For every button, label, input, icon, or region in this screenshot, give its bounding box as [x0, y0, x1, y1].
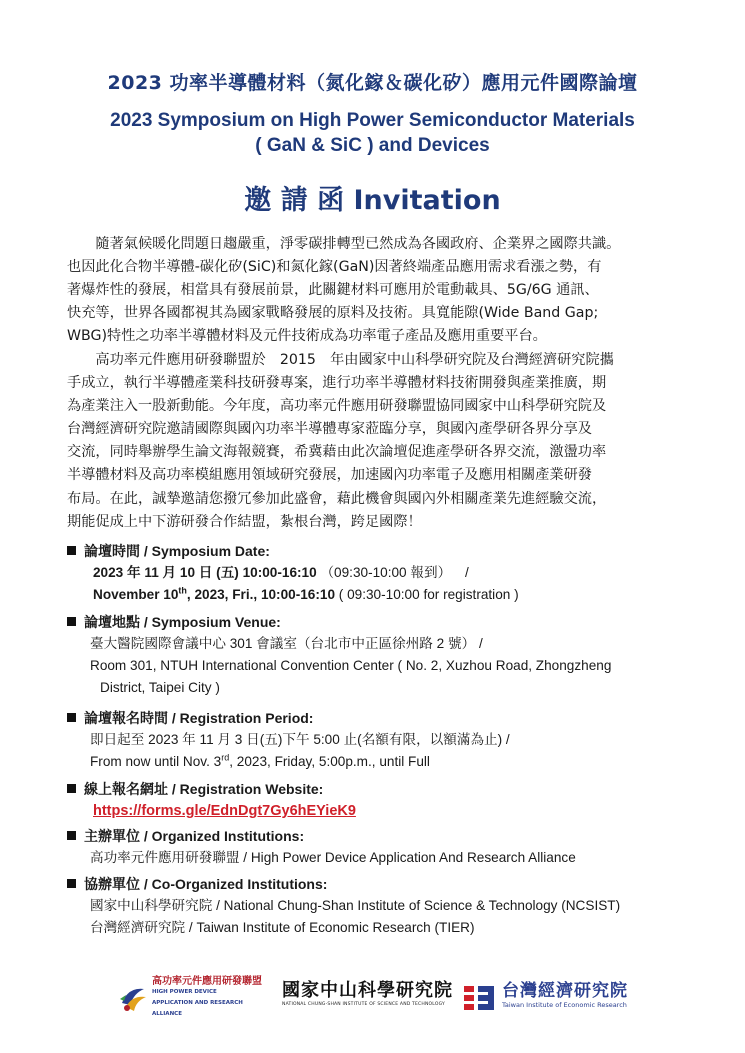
title-chinese: 2023 功率半導體材料（氮化鎵＆碳化矽）應用元件國際論壇: [107, 72, 638, 94]
tier-logo-text: 台灣經濟研究院: [502, 981, 628, 1001]
paragraph-line: 著爆炸性的發展，相當具有發展前景，此關鍵材料可應用於電動載具、5G/6G 通訊、: [67, 282, 599, 299]
section-heading: 線上報名網址 / Registration Website:: [84, 781, 324, 797]
section-heading: 主辦單位 / Organized Institutions:: [84, 828, 305, 844]
paragraph-line: 手成立，執行半導體產業科技研發專案，進行功率半導體材料技術開發與產業推廣，期: [67, 375, 607, 392]
venue-en-line1: Room 301, NTUH International Convention Center ( No. 2, Xuzhou Road, Zhongzheng: [90, 658, 612, 673]
alliance-emblem-icon: [118, 983, 148, 1013]
section-registration-period: [67, 707, 687, 773]
venue-en-line2: District, Taipei City ): [100, 680, 220, 695]
tier-emblem-icon: [462, 983, 496, 1013]
invitation-heading: 邀 請 函 Invitation: [244, 185, 501, 216]
bullet-square-icon: [67, 713, 76, 722]
co-organizer-line1: 國家中山科學研究院 / National Chung-Shan Institute of Science & Technology (NCSIST): [90, 898, 621, 913]
tier-logo: 台灣經濟研究院 Taiwan Institute of Economic Research: [462, 983, 628, 1013]
section-heading: 論壇地點 / Symposium Venue:: [84, 614, 281, 630]
bullet-square-icon: [67, 546, 76, 555]
co-organizer-line2: 台灣經濟研究院 / Taiwan Institute of Economic Research (TIER): [90, 920, 475, 935]
alliance-logo-text: 高功率元件應用研發聯盟: [152, 976, 262, 987]
date-zh-note: （09:30-10:00 報到）: [320, 565, 452, 580]
paragraph-line: 高功率元件應用研發聯盟於 2015 年由國家中山科學研究院及台灣經濟研究院攜: [67, 352, 614, 368]
date-en-a: November 10: [93, 587, 179, 602]
section-organizer: [67, 825, 687, 869]
title-english: [0, 108, 745, 158]
date-en-note: ( 09:30-10:00 for registration ): [338, 587, 519, 602]
slash: /: [464, 565, 469, 580]
date-zh: 2023 年 11 月 10 日 (五) 10:00-16:10: [93, 565, 317, 580]
section-registration-website: [67, 778, 687, 822]
paragraph-line: 台灣經濟研究院邀請國際與國內功率半導體專家蒞臨分享，與國內產學研各界分享及: [67, 421, 592, 438]
title-english-line2: ( GaN & SiC ) and Devices: [255, 135, 490, 156]
ncsist-logo: 國家中山科學研究院 NATIONAL CHUNG-SHAN INSTITUTE OF SCIENCE AND TECHNOLOGY: [282, 984, 460, 1012]
paragraph-line: 為產業注入一股新動能。今年度，高功率元件應用研發聯盟協同國家中山科學研究院及: [67, 398, 607, 415]
bullet-square-icon: [67, 617, 76, 626]
ncsist-logo-text: 國家中山科學研究院: [282, 980, 453, 1001]
section-heading: 論壇時間 / Symposium Date:: [84, 543, 270, 559]
venue-zh: 臺大醫院國際會議中心 301 會議室（台北市中正區徐州路 2 號） /: [90, 636, 483, 651]
paragraph-line: 也因此化合物半導體-碳化矽(SiC)和氮化鎵(GaN)因著終端產品應用需求看漲之勢，有: [67, 259, 602, 276]
section-heading: 協辦單位 / Co-Organized Institutions:: [84, 876, 328, 892]
intro-paragraph-1: [67, 233, 679, 348]
registration-zh: 即日起至 2023 年 11 月 3 日(五)下午 5:00 止(名額有限，以額滿為止) /: [90, 732, 510, 747]
title-english-line1: 2023 Symposium on High Power Semiconductor Materials: [110, 110, 635, 131]
paragraph-line: WBG)特性之功率半導體材料及元件技術成為功率電子產品及應用重要平台。: [67, 328, 547, 345]
paragraph-line: 隨著氣候暖化問題日趨嚴重，淨零碳排轉型已然成為各國政府、企業界之國際共識。: [67, 236, 621, 252]
paragraph-line: 布局。在此，誠摯邀請您撥冗參加此盛會，藉此機會與國內外相關產業先進經驗交流，: [67, 490, 607, 507]
date-en-sup: th: [178, 585, 187, 596]
registration-link[interactable]: https://forms.gle/EdnDgt7Gy6hEYieK9: [93, 803, 356, 819]
logo-bar: [118, 978, 638, 1018]
intro-paragraph-2: [67, 349, 679, 534]
section-heading: 論壇報名時間 / Registration Period:: [84, 710, 314, 726]
registration-en-b: , 2023, Friday, 5:00p.m., until Full: [229, 754, 430, 769]
bullet-square-icon: [67, 879, 76, 888]
date-en-b: , 2023, Fri., 10:00-16:10: [186, 587, 336, 602]
section-co-organizer: [67, 873, 687, 939]
section-venue: [67, 611, 687, 699]
paragraph-line: 交流，同時舉辦學生論文海報競賽，希冀藉由此次論壇促進產學研各界交流，激盪功率: [67, 444, 607, 461]
registration-en-sup: rd: [221, 752, 230, 763]
paragraph-line: 快充等，世界各國都視其為國家戰略發展的原料及技術。具寬能隙(Wide Band Gap;: [67, 305, 599, 322]
paragraph-line: 期能促成上中下游研發合作結盟，紮根台灣，跨足國際！: [67, 513, 422, 530]
alliance-logo: 高功率元件應用研發聯盟 HIGH POWER DEVICE APPLICATION AND RESEARCH ALLIANCE: [118, 976, 268, 1020]
paragraph-line: 半導體材料及高功率模組應用領域研究發展，加速國內功率電子及應用相關產業研發: [67, 467, 592, 484]
organizer-line: 高功率元件應用研發聯盟 / High Power Device Application And Research Alliance: [90, 850, 576, 865]
section-date: [67, 540, 687, 606]
bullet-square-icon: [67, 831, 76, 840]
bullet-square-icon: [67, 784, 76, 793]
registration-en-a: From now until Nov. 3: [90, 754, 222, 769]
